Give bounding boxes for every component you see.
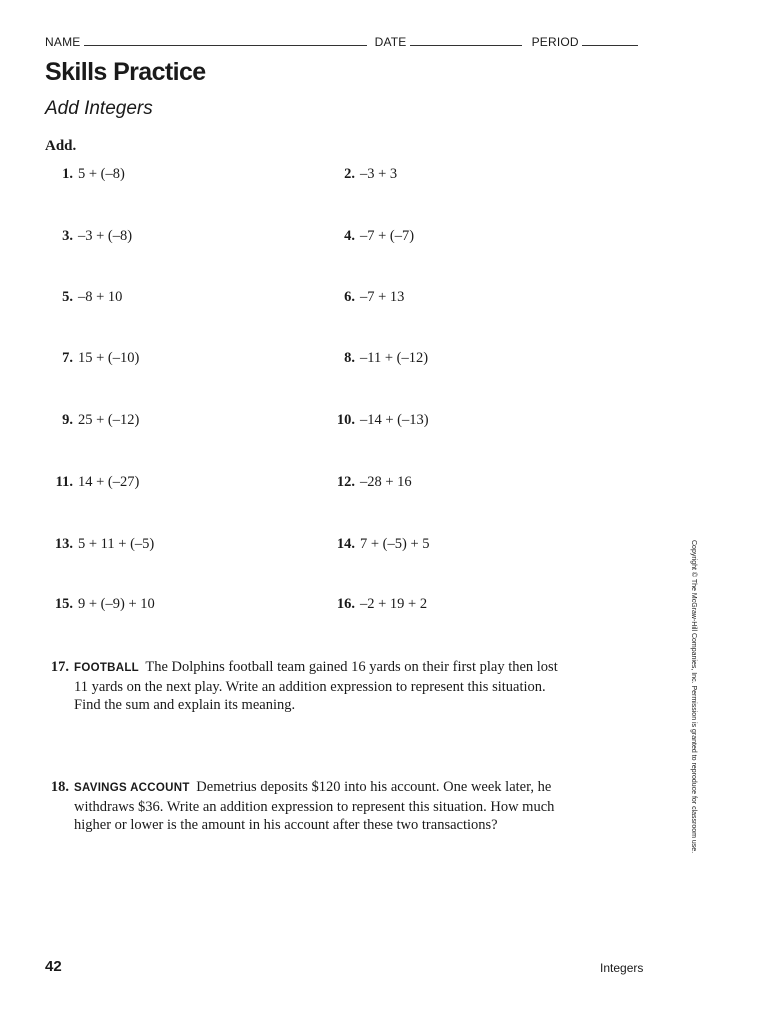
problem-number: 1. (62, 166, 73, 182)
word-problem-18 (45, 778, 565, 835)
problem-number: 6. (344, 289, 355, 305)
problem-expression: 14 + (–27) (78, 474, 140, 490)
problem-keyword: FOOTBALL (74, 662, 139, 674)
problem-expression: 7 + (–5) + 5 (360, 536, 430, 552)
date-label: DATE (374, 35, 407, 49)
problem-2 (329, 166, 397, 183)
name-label: NAME (45, 35, 81, 49)
problem-number: 17. (50, 659, 69, 675)
problem-number: 8. (344, 350, 355, 366)
problem-number: 14. (336, 536, 355, 552)
problem-expression: 15 + (–10) (78, 350, 140, 366)
page-number: 42 (45, 958, 62, 975)
problem-number: 18. (50, 779, 69, 795)
problem-13 (47, 536, 154, 553)
problem-number: 2. (344, 166, 355, 182)
problem-8 (329, 350, 428, 367)
problem-15 (47, 596, 155, 613)
problem-number: 16. (336, 596, 355, 612)
instruction: Add. (45, 138, 77, 154)
header-line (45, 34, 638, 49)
problem-number: 15. (54, 596, 73, 612)
footer-topic: Integers (600, 961, 644, 975)
problem-expression: 5 + (–8) (78, 166, 125, 182)
problem-9 (47, 412, 139, 429)
problem-14 (329, 536, 430, 553)
problem-expression: –3 + 3 (360, 166, 398, 182)
problem-number: 12. (336, 474, 355, 490)
problem-16 (329, 596, 427, 613)
problem-number: 7. (62, 350, 73, 366)
problem-expression: –14 + (–13) (360, 412, 429, 428)
problem-number: 10. (336, 412, 355, 428)
problem-number: 4. (344, 228, 355, 244)
problem-7 (47, 350, 139, 367)
problem-11 (47, 474, 139, 491)
name-field[interactable] (84, 34, 367, 46)
problem-10 (329, 412, 429, 429)
problem-3 (47, 228, 132, 245)
problem-expression: –3 + (–8) (78, 228, 133, 244)
problem-number: 9. (62, 412, 73, 428)
problem-text: The Dolphins football team gained 16 yards on their first play then lost 11 yards on the next play. Write an addition expression to represent this situation. Find the sum and explain its meaning. (74, 659, 558, 713)
problem-keyword: SAVINGS ACCOUNT (74, 782, 190, 794)
problem-expression: 5 + 11 + (–5) (78, 536, 155, 552)
problem-6 (329, 289, 404, 306)
problem-expression: 25 + (–12) (78, 412, 140, 428)
problem-expression: –2 + 19 + 2 (360, 596, 428, 612)
word-problem-17 (45, 658, 565, 715)
problem-number: 5. (62, 289, 73, 305)
problem-4 (329, 228, 414, 245)
date-field[interactable] (410, 34, 522, 46)
page-subtitle: Add Integers (45, 98, 153, 119)
problem-number: 3. (62, 228, 73, 244)
problem-text: Demetrius deposits $120 into his account. One week later, he withdraws $36. Write an addition expression to represent this situation. How much higher or lower is the amount in his account after these two transactions? (74, 779, 555, 833)
problem-number: 13. (54, 536, 73, 552)
copyright-notice (688, 540, 698, 880)
problem-number: 11. (55, 474, 73, 490)
problem-expression: –7 + 13 (360, 289, 405, 305)
problem-expression: –11 + (–12) (360, 350, 429, 366)
problem-expression: 9 + (–9) + 10 (78, 596, 155, 612)
copyright-text: Copyright © The McGraw-Hill Companies, Inc. Permission is granted to reproduce for classroom use. (690, 540, 697, 854)
problem-expression: –28 + 16 (360, 474, 412, 490)
problem-expression: –7 + (–7) (360, 228, 415, 244)
problem-1 (47, 166, 125, 183)
period-field[interactable] (582, 34, 638, 46)
problem-12 (329, 474, 412, 491)
problem-5 (47, 289, 122, 306)
period-label: PERIOD (531, 35, 579, 49)
page-title: Skills Practice (45, 58, 206, 86)
problem-expression: –8 + 10 (78, 289, 123, 305)
